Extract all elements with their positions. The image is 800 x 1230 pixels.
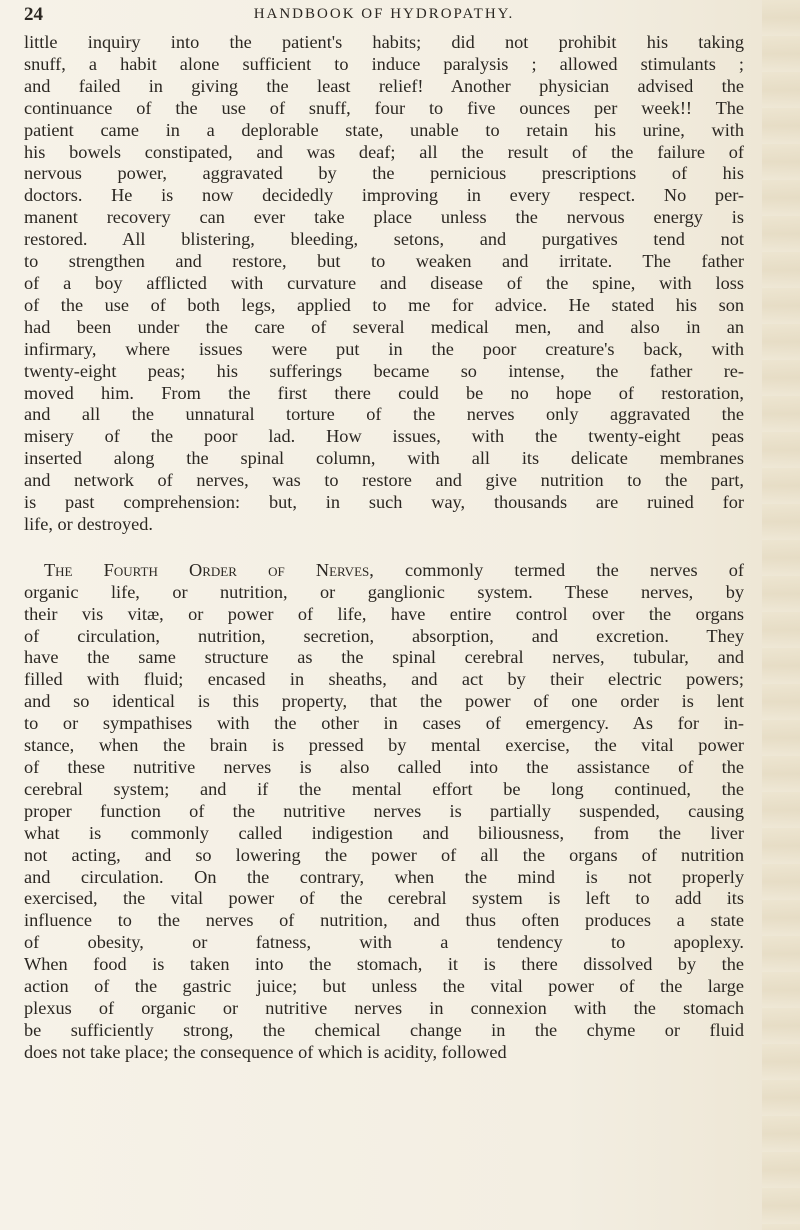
text-line: twenty-eight peas; his sufferings became so intense, the father re- xyxy=(24,360,744,381)
page-edge-shadow xyxy=(762,0,800,1230)
text-line: stance, when the brain is pressed by mental exercise, the vital power xyxy=(24,735,744,756)
text-line: their vis vitæ, or power of life, have entire control over the organs xyxy=(24,603,744,624)
text-line: to strengthen and restore, but to weaken and irritate. The father xyxy=(24,251,744,272)
paragraph-gap xyxy=(24,536,744,560)
body-text xyxy=(24,32,744,1064)
text-line: continuance of the use of snuff, four to five ounces per week!! The xyxy=(24,97,744,118)
text-line: infirmary, where issues were put in the poor creature's back, with xyxy=(24,338,744,359)
text-line: exercised, the vital power of the cerebral system is left to add its xyxy=(24,888,744,909)
running-head: HANDBOOK OF HYDROPATHY. xyxy=(253,6,515,22)
text-line: misery of the poor lad. How issues, with the twenty-eight peas xyxy=(24,426,744,447)
text-line: of these nutritive nerves is also called into the assistance of the xyxy=(24,757,744,777)
text-line: moved him. From the first there could be no hope of restoration, xyxy=(24,382,744,403)
text-line: doctors. He is now decidedly improving in every respect. No per- xyxy=(24,185,744,206)
text-line-rest: commonly termed the nerves of xyxy=(373,559,745,580)
text-line: proper function of the nutritive nerves is partially suspended, causing xyxy=(24,800,744,821)
text-line: does not take place; the consequence of which is acidity, followed xyxy=(24,1041,507,1062)
text-line: inserted along the spinal column, with all its delicate membranes xyxy=(24,448,744,469)
text-line: is past comprehension: but, in such way, thousands are ruined for xyxy=(24,492,744,513)
text-line: had been under the care of several medical men, and also in an xyxy=(24,316,744,337)
text-line: and network of nerves, was to restore and give nutrition to the part, xyxy=(24,470,744,491)
paragraph xyxy=(24,560,744,1064)
paragraph xyxy=(24,32,744,536)
text-line: have the same structure as the spinal cerebral nerves, tubular, and xyxy=(24,647,744,668)
text-line: and all the unnatural torture of the nerves only aggravated the xyxy=(24,404,744,425)
text-line: little inquiry into the patient's habits; did not prohibit his taking xyxy=(24,32,744,52)
text-line: to or sympathises with the other in cases of emergency. As for in- xyxy=(24,713,744,734)
text-line: snuff, a habit alone sufficient to induce paralysis ; allowed stimulants ; xyxy=(24,53,744,74)
text-line: influence to the nerves of nutrition, and thus often produces a state xyxy=(24,910,744,931)
text-line: filled with fluid; encased in sheaths, and act by their electric powers; xyxy=(24,669,744,690)
text-line: his bowels constipated, and was deaf; all the result of the failure of xyxy=(24,141,744,162)
text-line: restored. All blistering, bleeding, setons, and purgatives tend not xyxy=(24,229,744,250)
text-line: manent recovery can ever take place unless the nervous energy is xyxy=(24,207,744,228)
text-line: of circulation, nutrition, secretion, absorption, and excretion. They xyxy=(24,625,744,646)
text-line: patient came in a deplorable state, unable to retain his urine, with xyxy=(24,119,744,140)
text-line: not acting, and so lowering the power of all the organs of nutrition xyxy=(24,844,744,865)
text-line: and failed in giving the least relief! Another physician advised the xyxy=(24,75,744,96)
text-line: of the use of both legs, applied to me for advice. He stated his son xyxy=(24,294,744,315)
text-line: of obesity, or fatness, with a tendency to apoplexy. xyxy=(24,932,744,953)
text-line: what is commonly called indigestion and biliousness, from the liver xyxy=(24,822,744,843)
text-line: of a boy afflicted with curvature and disease of the spine, with loss xyxy=(24,272,744,293)
text-line: plexus of organic or nutritive nerves in connexion with the stomach xyxy=(24,997,744,1018)
text-line: cerebral system; and if the mental effort be long continued, the xyxy=(24,778,744,799)
text-line: organic life, or nutrition, or ganglionic system. These nerves, by xyxy=(24,581,744,602)
text-line: life, or destroyed. xyxy=(24,513,153,534)
text-line: action of the gastric juice; but unless the vital power of the large xyxy=(24,976,744,997)
text-line: nervous power, aggravated by the pernicious prescriptions of his xyxy=(24,163,744,184)
text-line xyxy=(24,560,744,582)
text-line: and circulation. On the contrary, when the mind is not properly xyxy=(24,866,744,887)
page-number: 24 xyxy=(24,4,43,25)
text-line: and so identical is this property, that the power of one order is lent xyxy=(24,691,744,712)
section-lead: The Fourth Order of Nerves, xyxy=(44,559,374,580)
text-line: When food is taken into the stomach, it is there dissolved by the xyxy=(24,954,744,975)
text-line: be sufficiently strong, the chemical change in the chyme or fluid xyxy=(24,1019,744,1040)
page-header xyxy=(24,4,744,28)
